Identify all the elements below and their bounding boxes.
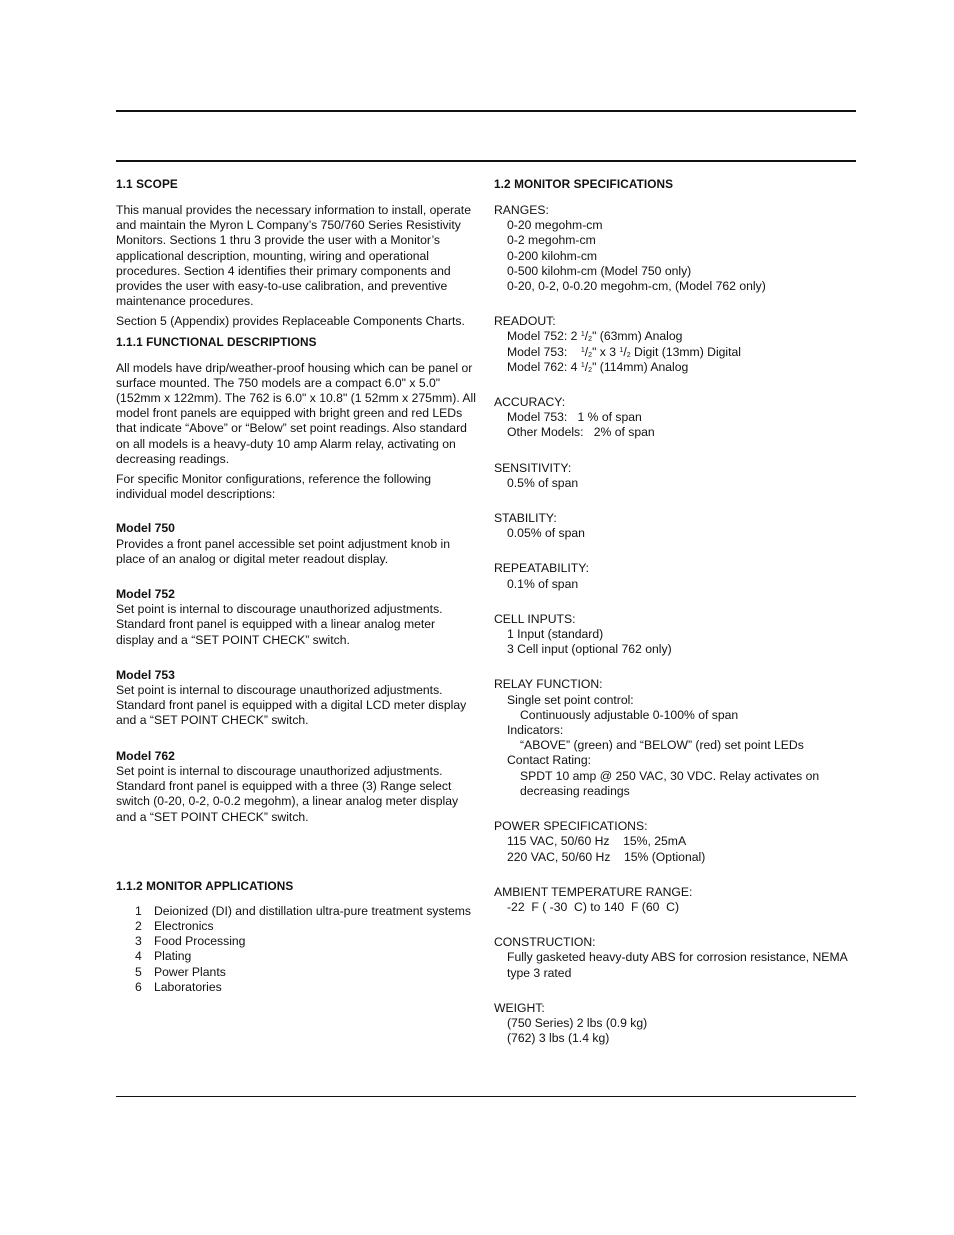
spec-value: 220 VAC, 50/60 Hz 15% (Optional) xyxy=(507,849,706,864)
spec-construction xyxy=(494,935,856,981)
spec-value: Contact Rating: xyxy=(507,753,592,768)
spec-stability xyxy=(494,511,856,541)
spec-label: REPEATABILITY: xyxy=(494,561,590,576)
spec-value: 0-20 megohm-cm xyxy=(507,218,603,233)
spec-value: Model 753: $^1/_2$" x 3 $^1/_2$ Digit (13mm) Digital xyxy=(507,344,742,359)
spec-value: Model 752: 2 $^1/_2$" (63mm) Analog xyxy=(507,329,683,344)
list-item: 6 Laboratories xyxy=(135,979,222,994)
spec-value: Single set point control: xyxy=(507,692,634,707)
spec-value: 0-500 kilohm-cm (Model 750 only) xyxy=(507,263,692,278)
spec-relay-function xyxy=(494,677,856,799)
model-752-description: Set point is internal to discourage unauthorized adjustments. Standard front panel is equipped with a linear analog meter display and a “SET POINT CHECK” switch. xyxy=(116,602,443,647)
footer-rule xyxy=(116,1096,856,1097)
list-item: 5 Power Plants xyxy=(135,964,226,979)
list-item: 2 Electronics xyxy=(135,918,214,933)
list-item: 4 Plating xyxy=(135,949,192,964)
functional-paragraph-1: All models have drip/weather-proof housing which can be panel or surface mounted. The 750 models are a compact 6.0" x 5.0" (152mm x 122mm). The 762 is 6.0" x 10.8" (1 52mm x 275mm). All model front panels are equipped with bright green and red LEDs that indicate “Above” or “Below” set point readings. Also standard on all models is a heavy-duty 10 amp Alarm relay, activating on decreasing readings. xyxy=(116,360,476,466)
scope-heading: 1.1 SCOPE xyxy=(116,177,178,191)
header-top-rule xyxy=(116,110,856,112)
spec-label: READOUT: xyxy=(494,314,556,329)
spec-accuracy xyxy=(494,395,856,441)
spec-ambient-temperature xyxy=(494,885,856,915)
spec-value: Other Models: 2% of span xyxy=(507,425,655,440)
applications-list xyxy=(116,904,476,995)
model-750-block xyxy=(116,521,476,567)
spec-value: Fully gasketed heavy-duty ABS for corrosion resistance, NEMA type 3 rated xyxy=(507,950,848,980)
model-762-block xyxy=(116,749,476,825)
functional-heading: 1.1.1 FUNCTIONAL DESCRIPTIONS xyxy=(116,334,317,349)
spec-label: STABILITY: xyxy=(494,511,557,526)
spec-label: RANGES: xyxy=(494,203,549,217)
model-753-description: Set point is internal to discourage unauthorized adjustments. Standard front panel is equipped with a digital LCD meter display and a “SET POINT CHECK” switch. xyxy=(116,683,467,728)
spec-value: 0.05% of span xyxy=(507,526,585,541)
spec-label: ACCURACY: xyxy=(494,395,566,410)
model-753-block xyxy=(116,668,476,729)
model-750-description: Provides a front panel accessible set point adjustment knob in place of an analog or digital meter readout display. xyxy=(116,536,450,566)
list-item: 3 Food Processing xyxy=(135,934,246,949)
spec-value: 115 VAC, 50/60 Hz 15%, 25mA xyxy=(507,834,687,849)
spec-value: 3 Cell input (optional 762 only) xyxy=(507,642,672,657)
spec-value: SPDT 10 amp @ 250 VAC, 30 VDC. Relay activates on decreasing readings xyxy=(520,768,820,798)
spec-value: 0-2 megohm-cm xyxy=(507,233,596,248)
applications-heading: 1.1.2 MONITOR APPLICATIONS xyxy=(116,878,294,893)
spec-value: 1 Input (standard) xyxy=(507,627,604,642)
model-752-title: Model 752 xyxy=(116,587,175,602)
model-750-title: Model 750 xyxy=(116,521,175,536)
spec-value: 0.5% of span xyxy=(507,475,579,490)
specs-heading: 1.2 MONITOR SPECIFICATIONS xyxy=(494,177,674,191)
left-column xyxy=(116,177,476,995)
spec-label: WEIGHT: xyxy=(494,1000,545,1015)
spec-value: Model 762: 4 $^1/_2$" (114mm) Analog xyxy=(507,359,689,374)
spec-label: RELAY FUNCTION: xyxy=(494,677,603,692)
spec-label: POWER SPECIFICATIONS: xyxy=(494,819,648,834)
spec-value: Continuously adjustable 0-100% of span xyxy=(520,707,739,722)
list-item: 1 Deionized (DI) and distillation ultra-pure treatment systems xyxy=(135,903,472,918)
spec-value: 0-200 kilohm-cm xyxy=(507,248,598,263)
model-762-title: Model 762 xyxy=(116,748,175,763)
spec-readout xyxy=(494,314,856,375)
scope-paragraph-1: This manual provides the necessary information to install, operate and maintain the Myron L Company’s 750/760 Series Resistivity Monitors. Sections 1 thru 3 provide the user with a Monitor’s applicational description, mounting, wiring and operational procedures. Section 4 identifies their primary components and provides the user with easy-to-use calibration, and preventive maintenance procedures. xyxy=(116,203,471,309)
functional-paragraph-2: For specific Monitor configurations, reference the following individual model descriptions: xyxy=(116,472,431,502)
spec-label: CONSTRUCTION: xyxy=(494,935,596,950)
spec-cell-inputs xyxy=(494,612,856,658)
spec-power xyxy=(494,819,856,865)
spec-sensitivity xyxy=(494,461,856,491)
model-753-title: Model 753 xyxy=(116,667,175,682)
spec-value: “ABOVE” (green) and “BELOW” (red) set point LEDs xyxy=(520,738,804,753)
spec-ranges xyxy=(494,203,856,294)
spec-label: CELL INPUTS: xyxy=(494,611,576,626)
spec-label: SENSITIVITY: xyxy=(494,460,572,475)
spec-value: Indicators: xyxy=(507,723,564,738)
header-bottom-rule xyxy=(116,160,856,162)
spec-value: 0.1% of span xyxy=(507,576,579,591)
spec-value: (762) 3 lbs (1.4 kg) xyxy=(507,1031,610,1046)
spec-value: Model 753: 1 % of span xyxy=(507,410,642,425)
spec-weight xyxy=(494,1001,856,1047)
spec-value: 0-20, 0-2, 0-0.20 megohm-cm, (Model 762 only) xyxy=(507,279,766,294)
scope-paragraph-2: Section 5 (Appendix) provides Replaceable Components Charts. xyxy=(116,314,465,329)
spec-value: (750 Series) 2 lbs (0.9 kg) xyxy=(507,1015,648,1030)
right-column xyxy=(494,177,856,1046)
spec-label: AMBIENT TEMPERATURE RANGE: xyxy=(494,884,693,899)
model-762-description: Set point is internal to discourage unauthorized adjustments. Standard front panel is equipped with a three (3) Range select switch (0-20, 0-2, 0-0.2 megohm), a linear analog meter display and a “SET POINT CHECK” switch. xyxy=(116,763,459,824)
spec-value: -22 F ( -30 C) to 140 F (60 C) xyxy=(507,899,680,914)
model-752-block xyxy=(116,587,476,648)
spec-repeatability xyxy=(494,561,856,591)
